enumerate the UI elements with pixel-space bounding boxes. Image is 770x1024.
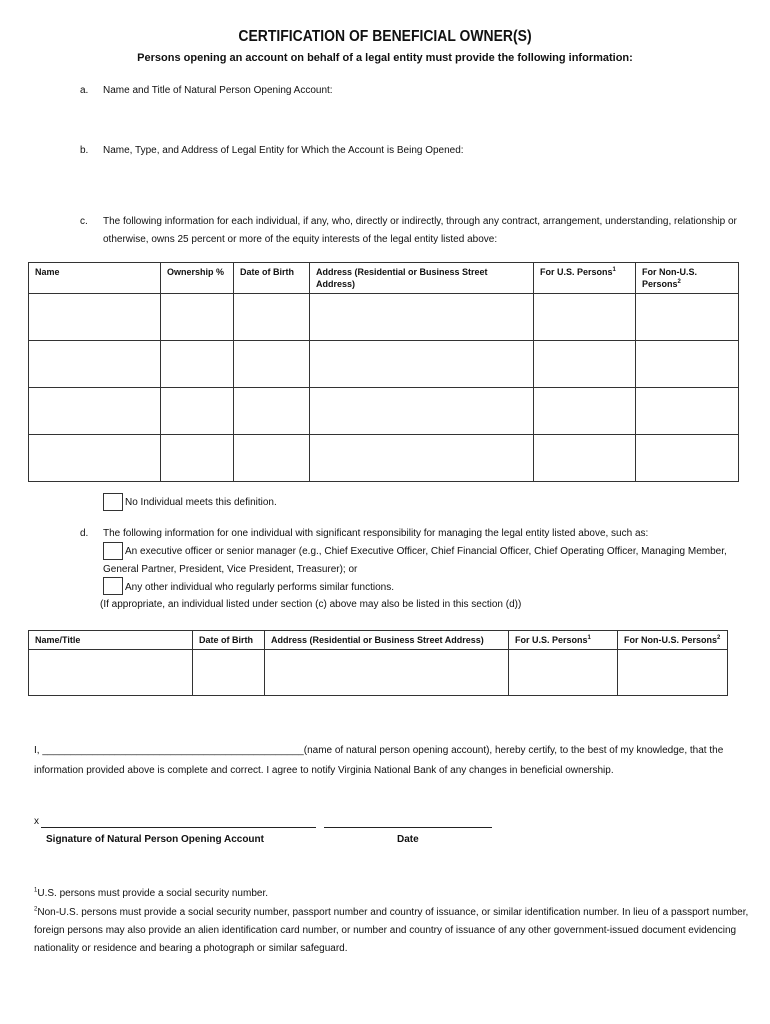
table-cell[interactable] — [509, 650, 618, 696]
footnote-2 — [34, 904, 749, 922]
col-header-dob: Date of Birth — [234, 263, 310, 294]
table-cell[interactable] — [534, 388, 636, 435]
certify-prefix: I, — [34, 745, 43, 756]
signature-line[interactable] — [41, 827, 316, 828]
table-row — [29, 388, 739, 435]
item-b-text: Name, Type, and Address of Legal Entity for Which the Account is Being Opened: — [103, 145, 464, 156]
no-individual-label: No Individual meets this definition. — [125, 497, 277, 508]
footnote-1-number: 1 — [34, 887, 38, 894]
col-header-address: Address (Residential or Business Street Address) — [265, 631, 509, 650]
footnote-2-line1: Non-U.S. persons must provide a social security number, passport number and country of issuance, or similar identification number. In lieu of a passport number, — [37, 907, 749, 918]
page-title: CERTIFICATION OF BENEFICIAL OWNER(S) — [238, 28, 532, 45]
executive-officer-checkbox[interactable] — [103, 542, 123, 560]
footnote-ref-1: 1 — [612, 267, 616, 273]
table-cell[interactable] — [534, 341, 636, 388]
item-d-note: (If appropriate, an individual listed under section (c) above may also be listed in this section (d)) — [100, 599, 522, 610]
table-cell[interactable] — [161, 294, 234, 341]
table-cell[interactable] — [310, 388, 534, 435]
certification-line1 — [34, 742, 723, 760]
item-a-text: Name and Title of Natural Person Opening Account: — [103, 85, 333, 96]
no-individual-checkbox[interactable] — [103, 493, 123, 511]
table-cell[interactable] — [265, 650, 509, 696]
table-cell[interactable] — [29, 435, 161, 482]
certify-name-blank[interactable]: _______________________________________________ — [42, 745, 304, 756]
col-header-non-us-persons-label: For Non-U.S. Persons — [642, 267, 697, 289]
col-header-us-persons — [509, 631, 618, 650]
item-c-line2: otherwise, owns 25 percent or more of the equity interests of the legal entity listed above: — [103, 234, 498, 245]
table-cell[interactable] — [636, 294, 739, 341]
certification-line2: information provided above is complete and correct. I agree to notify Virginia National Bank of any changes in beneficial ownership. — [34, 765, 614, 776]
col-header-non-us-persons — [636, 263, 739, 294]
col-header-name-title: Name/Title — [29, 631, 193, 650]
footnote-ref-1: 1 — [587, 635, 591, 641]
col-header-address: Address (Residential or Business Street Address) — [310, 263, 534, 294]
table-cell[interactable] — [161, 435, 234, 482]
table-cell[interactable] — [636, 341, 739, 388]
signature-x: x — [34, 816, 39, 827]
footnote-ref-2: 2 — [717, 635, 721, 641]
table-cell[interactable] — [161, 388, 234, 435]
table-cell[interactable] — [310, 294, 534, 341]
option1-line1: An executive officer or senior manager (e.g., Chief Executive Officer, Chief Financial Officer, Chief Operating Officer, Managing Member, — [125, 546, 727, 557]
managing-individual-table — [28, 630, 728, 696]
col-header-non-us-persons — [618, 631, 728, 650]
table-cell[interactable] — [234, 294, 310, 341]
table-cell[interactable] — [193, 650, 265, 696]
option2-label: Any other individual who regularly performs similar functions. — [125, 582, 395, 593]
table-cell[interactable] — [534, 294, 636, 341]
footnote-2-line3: nationality or residence and bearing a photograph or similar safeguard. — [34, 943, 348, 954]
table-header-row — [29, 631, 728, 650]
table-row — [29, 341, 739, 388]
col-header-dob: Date of Birth — [193, 631, 265, 650]
beneficial-owners-table — [28, 262, 739, 482]
footnote-2-line2: foreign persons may also provide an alien identification card number, or number and country of issuance of any other government-issued document evidencing — [34, 925, 737, 936]
col-header-non-us-persons-label: For Non-U.S. Persons — [624, 635, 718, 645]
table-row — [29, 650, 728, 696]
other-individual-checkbox[interactable] — [103, 577, 123, 595]
col-header-ownership: Ownership % — [161, 263, 234, 294]
date-line[interactable] — [324, 827, 492, 828]
page-subtitle: Persons opening an account on behalf of a legal entity must provide the following information: — [137, 52, 633, 64]
signature-label: Signature of Natural Person Opening Account — [46, 834, 264, 845]
item-d-text: The following information for one individual with significant responsibility for managing the legal entity listed above, such as: — [103, 528, 649, 539]
table-cell[interactable] — [310, 341, 534, 388]
col-header-name: Name — [29, 263, 161, 294]
table-cell[interactable] — [234, 435, 310, 482]
footnote-2-number: 2 — [34, 906, 38, 913]
item-b-letter: b. — [80, 145, 89, 156]
table-row — [29, 294, 739, 341]
table-cell[interactable] — [29, 294, 161, 341]
date-label: Date — [397, 834, 419, 845]
table-cell[interactable] — [161, 341, 234, 388]
col-header-us-persons-label: For U.S. Persons — [515, 635, 588, 645]
item-c-letter: c. — [80, 216, 88, 227]
col-header-us-persons-label: For U.S. Persons — [540, 267, 613, 277]
item-a-letter: a. — [80, 85, 89, 96]
table-cell[interactable] — [534, 435, 636, 482]
table-cell[interactable] — [636, 388, 739, 435]
table-cell[interactable] — [310, 435, 534, 482]
footnote-ref-2: 2 — [677, 279, 681, 285]
certify-line1-rest: (name of natural person opening account), hereby certify, to the best of my knowledge, that the — [303, 745, 724, 756]
table-cell[interactable] — [618, 650, 728, 696]
table-row — [29, 435, 739, 482]
table-cell[interactable] — [636, 435, 739, 482]
col-header-us-persons — [534, 263, 636, 294]
table-cell[interactable] — [234, 388, 310, 435]
table-cell[interactable] — [234, 341, 310, 388]
footnote-1-text: U.S. persons must provide a social security number. — [37, 888, 268, 899]
footnote-1 — [34, 885, 268, 903]
item-c-line1: The following information for each individual, if any, who, directly or indirectly, through any contract, arrangement, understanding, relationship or — [103, 216, 737, 227]
table-cell[interactable] — [29, 650, 193, 696]
table-cell[interactable] — [29, 388, 161, 435]
option1-line2: General Partner, President, Vice President, Treasurer); or — [103, 564, 358, 575]
item-d-letter: d. — [80, 528, 89, 539]
table-cell[interactable] — [29, 341, 161, 388]
table-header-row — [29, 263, 739, 294]
